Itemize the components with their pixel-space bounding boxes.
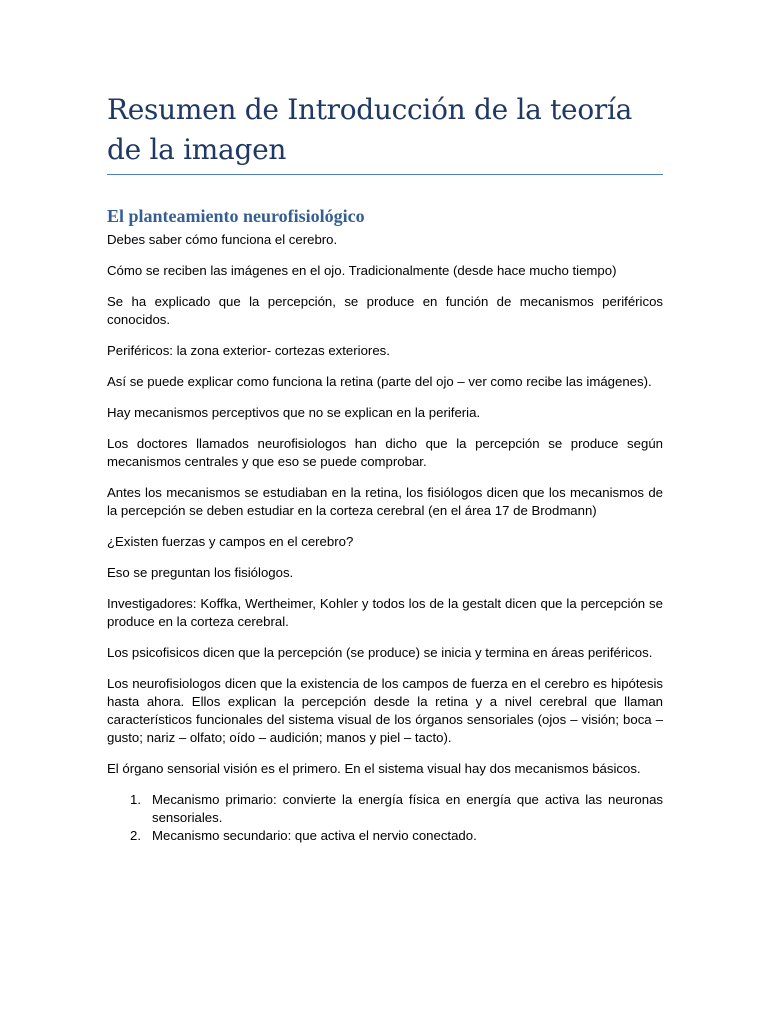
paragraph: Los neurofisiologos dicen que la existencia de los campos de fuerza en el cerebro es hipótesis hasta ahora. Ellos explican la percepción desde la retina y a nivel cerebral que llaman característicos funcionales del sistema visual de los órganos sensoriales (ojos – visión; boca – gusto; nariz – olfato; oído – audición; manos y piel – tacto). [107, 676, 663, 745]
paragraph: Los doctores llamados neurofisiologos han dicho que la percepción se produce según mecanismos centrales y que eso se puede comprobar. [107, 436, 663, 469]
paragraph: Debes saber cómo funciona el cerebro. [107, 232, 338, 247]
list-item-text: Mecanismo primario: convierte la energía física en energía que activa las neuronas sensoriales. [152, 792, 663, 825]
paragraph: Cómo se reciben las imágenes en el ojo. Tradicionalmente (desde hace mucho tiempo) [107, 263, 617, 278]
paragraph: Así se puede explicar como funciona la retina (parte del ojo – ver como recibe las imágenes). [107, 374, 652, 389]
title-divider [107, 174, 663, 175]
paragraph: Los psicofisicos dicen que la percepción (se produce) se inicia y termina en áreas periféricos. [107, 645, 653, 660]
paragraph: Investigadores: Koffka, Wertheimer, Kohler y todos los de la gestalt dicen que la percepción se produce en la corteza cerebral. [107, 596, 663, 629]
paragraph: Hay mecanismos perceptivos que no se explican en la periferia. [107, 405, 481, 420]
list-number: 1. [130, 792, 141, 807]
paragraph: Se ha explicado que la percepción, se produce en función de mecanismos periféricos conocidos. [107, 294, 663, 327]
list-item [107, 827, 663, 845]
list-item [107, 791, 663, 827]
list-item-text: Mecanismo secundario: que activa el nervio conectado. [152, 828, 477, 843]
document-page [107, 90, 663, 845]
paragraph: Periféricos: la zona exterior- cortezas exteriores. [107, 343, 390, 358]
list-number: 2. [130, 828, 141, 843]
document-title: Resumen de Introducción de la teoría de la imagen [107, 93, 633, 166]
paragraph: ¿Existen fuerzas y campos en el cerebro? [107, 534, 354, 549]
numbered-list [107, 791, 663, 845]
paragraph: El órgano sensorial visión es el primero. En el sistema visual hay dos mecanismos básicos. [107, 761, 641, 776]
paragraph: Eso se preguntan los fisiólogos. [107, 565, 294, 580]
section-heading: El planteamiento neurofisiológico [107, 206, 365, 226]
paragraph: Antes los mecanismos se estudiaban en la retina, los fisiólogos dicen que los mecanismos de la percepción se deben estudiar en la corteza cerebral (en el área 17 de Brodmann) [107, 485, 663, 518]
